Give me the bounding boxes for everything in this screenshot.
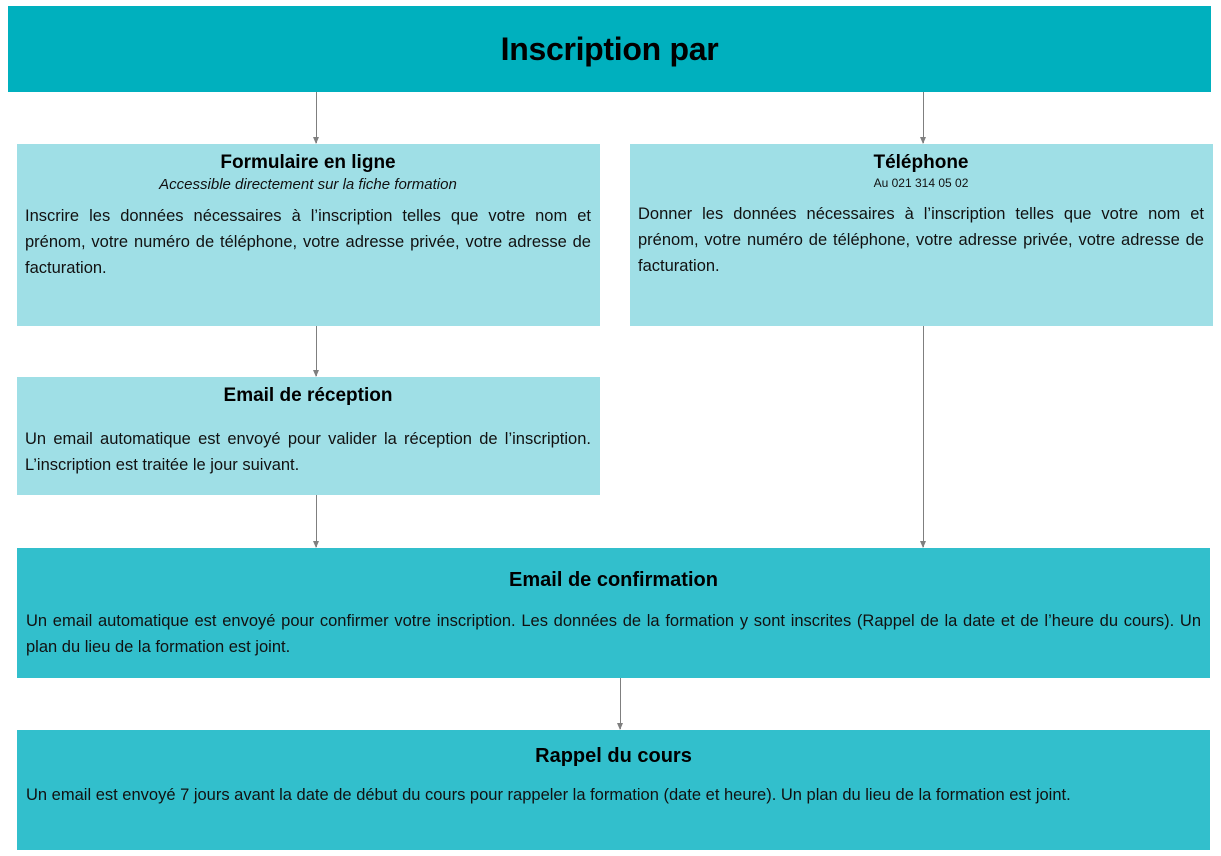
course-reminder-box <box>17 730 1210 850</box>
confirmation-email-box <box>17 548 1210 678</box>
arrow-header-to-phone <box>923 92 924 143</box>
reception-email-title: Email de réception <box>223 385 393 406</box>
phone-box <box>630 144 1213 326</box>
online-form-box <box>17 144 600 326</box>
phone-number: Au 021 314 05 02 <box>873 176 969 190</box>
reception-email-box <box>17 377 600 495</box>
arrow-reception-email-to-confirmation <box>316 495 317 547</box>
confirmation-email-title: Email de confirmation <box>509 569 718 591</box>
online-form-subtitle: Accessible directement sur la fiche formation <box>159 176 457 193</box>
page-title: Inscription par <box>500 30 719 67</box>
course-reminder-text: Un email est envoyé 7 jours avant la date de début du cours pour rappeler la formation (date et heure). Un plan du lieu de la formation est joint. <box>26 786 1071 804</box>
course-reminder-title: Rappel du cours <box>535 745 692 767</box>
arrow-phone-to-confirmation <box>923 326 924 547</box>
header-box <box>8 6 1211 92</box>
phone-text: Donner les données nécessaires à l’inscription telles que votre nom et prénom, votre numéro de téléphone, votre adresse privée, votre adresse de facturation. <box>638 205 1204 275</box>
confirmation-email-text: Un email automatique est envoyé pour confirmer votre inscription. Les données de la formation y sont inscrites (Rappel de la date et de l’heure du cours). Un plan du lieu de la formation est joint. <box>26 612 1201 656</box>
online-form-title: Formulaire en ligne <box>220 152 396 173</box>
reception-email-text: Un email automatique est envoyé pour valider la réception de l’inscription. L’inscription est traitée le jour suivant. <box>25 430 591 474</box>
arrow-online-form-to-reception-email <box>316 326 317 376</box>
online-form-text: Inscrire les données nécessaires à l’inscription telles que votre nom et prénom, votre numéro de téléphone, votre adresse privée, votre adresse de facturation. <box>25 207 591 277</box>
phone-title: Téléphone <box>873 152 969 173</box>
arrow-confirmation-to-reminder <box>620 678 621 729</box>
arrow-header-to-online-form <box>316 92 317 143</box>
